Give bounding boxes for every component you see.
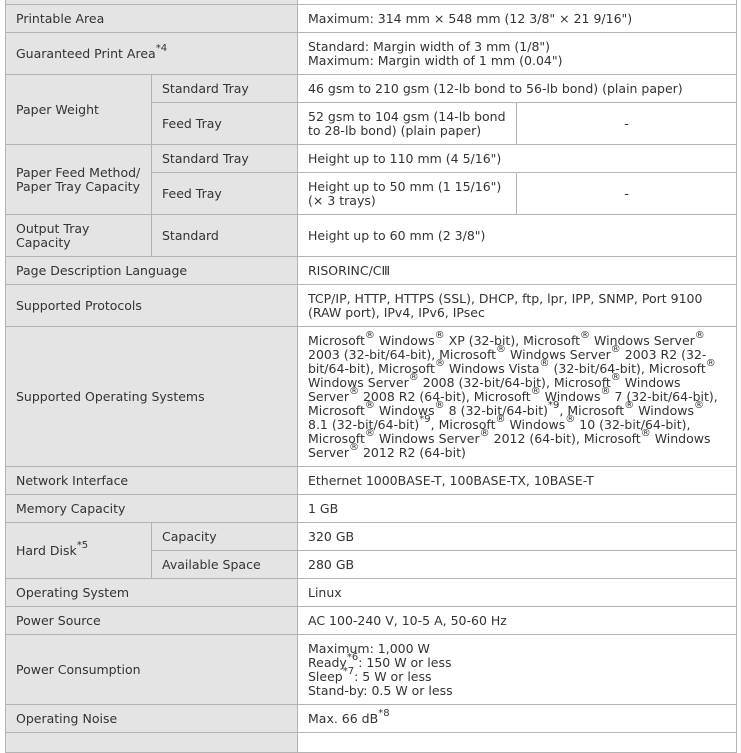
spec-table-wrapper	[5, 0, 736, 753]
footnote-marker: *5	[76, 540, 89, 552]
printable-area-label: Printable Area	[6, 5, 298, 33]
row-value	[298, 733, 737, 753]
table-row	[6, 33, 737, 75]
power-source-value: AC 100-240 V, 10-5 A, 50-60 Hz	[298, 607, 737, 635]
page-description-value: RISORINC/CⅢ	[298, 257, 737, 285]
table-row	[6, 215, 737, 257]
power-consumption-value: Maximum: 1,000 W Ready$^{*6}$: 150 W or less Sleep$^{*7}$: 5 W or less Stand-by: 0.5 W or less	[298, 635, 737, 705]
operating-systems-label: Supported Operating Systems	[6, 327, 298, 467]
hard-disk-label: Hard Disk$^{*5}$	[6, 523, 152, 579]
table-row	[6, 327, 737, 467]
paper-weight-label: Paper Weight	[6, 75, 152, 145]
table-row	[6, 145, 737, 173]
table-row	[6, 523, 737, 551]
table-row	[6, 733, 737, 753]
paper-weight-feed-extra: -	[517, 103, 737, 145]
hard-disk-available-value: 280 GB	[298, 551, 737, 579]
paper-feed-label: Paper Feed Method/ Paper Tray Capacity	[6, 145, 152, 215]
paper-weight-standard-value: 46 gsm to 210 gsm (12-lb bond to 56-lb bond) (plain paper)	[298, 75, 737, 103]
paper-feed-standard-label: Standard Tray	[152, 145, 298, 173]
paper-weight-feed-value: 52 gsm to 104 gsm (14-lb bond to 28-lb bond) (plain paper)	[298, 103, 517, 145]
table-row	[6, 75, 737, 103]
operating-system-label: Operating System	[6, 579, 298, 607]
footnote-marker: *8	[378, 708, 390, 720]
protocols-value: TCP/IP, HTTP, HTTPS (SSL), DHCP, ftp, lpr, IPP, SNMP, Port 9100 (RAW port), IPv4, IPv6, IPsec	[298, 285, 737, 327]
network-value: Ethernet 1000BASE-T, 100BASE-TX, 10BASE-T	[298, 467, 737, 495]
operating-systems-value: Microsoft® Windows® XP (32-bit), Microsoft® Windows Server® 2003 (32-bit/64-bit), Microsoft® Windows Server® 2003 R2 (32- bit/64-bit), Microsoft® Windows Vista® (32-bit/64-bit), Microsoft® Windows Server® 2008 (32-bit/64-bit), Microsoft® Windows Server® 2008 R2 (64-bit), Microsoft® Windows® 7 (32-bit/64-bit), Microsoft® Windows® 8 $(32-bit/64-bit)^{*9}$, Microsoft® Windows® 8.1 $(32-bit/64-bit)^{*9}$, Microsoft® Windows® 10 (32-bit/64-bit), Microsoft® Windows Server® 2012 (64-bit), Microsoft® Windows Server® 2012 R2 (64-bit)	[298, 327, 737, 467]
footnote-marker: *4	[155, 43, 168, 55]
hard-disk-available-label: Available Space	[152, 551, 298, 579]
table-row	[6, 257, 737, 285]
operating-system-value: Linux	[298, 579, 737, 607]
memory-value: 1 GB	[298, 495, 737, 523]
table-row	[6, 607, 737, 635]
table-row	[6, 705, 737, 733]
power-consumption-label: Power Consumption	[6, 635, 298, 705]
power-source-label: Power Source	[6, 607, 298, 635]
output-tray-value: Height up to 60 mm (2 3/8")	[298, 215, 737, 257]
table-row	[6, 635, 737, 705]
page-description-label: Page Description Language	[6, 257, 298, 285]
table-row	[6, 579, 737, 607]
table-row	[6, 285, 737, 327]
guaranteed-print-area-label: Guaranteed Print Area$^{*4}$	[6, 33, 298, 75]
paper-weight-standard-label: Standard Tray	[152, 75, 298, 103]
paper-feed-standard-value: Height up to 110 mm (4 5/16")	[298, 145, 737, 173]
hard-disk-capacity-label: Capacity	[152, 523, 298, 551]
table-row	[6, 5, 737, 33]
paper-weight-feed-label: Feed Tray	[152, 103, 298, 145]
network-label: Network Interface	[6, 467, 298, 495]
table-row	[6, 495, 737, 523]
paper-feed-feed-label: Feed Tray	[152, 173, 298, 215]
hard-disk-capacity-value: 320 GB	[298, 523, 737, 551]
paper-feed-feed-value: Height up to 50 mm (1 15/16") (× 3 trays)	[298, 173, 517, 215]
table-row	[6, 467, 737, 495]
protocols-label: Supported Protocols	[6, 285, 298, 327]
specification-table	[5, 0, 737, 753]
memory-label: Memory Capacity	[6, 495, 298, 523]
guaranteed-print-area-value: Standard: Margin width of 3 mm (1/8") Maximum: Margin width of 1 mm (0.04")	[298, 33, 737, 75]
output-tray-label: Output Tray Capacity	[6, 215, 152, 257]
output-tray-sub-label: Standard	[152, 215, 298, 257]
paper-feed-feed-extra: -	[517, 173, 737, 215]
operating-noise-label: Operating Noise	[6, 705, 298, 733]
operating-noise-value: Max. 66 $dB^{*8}$	[298, 705, 737, 733]
row-label	[6, 733, 298, 753]
printable-area-value: Maximum: 314 mm × 548 mm (12 3/8" × 21 9/16")	[298, 5, 737, 33]
